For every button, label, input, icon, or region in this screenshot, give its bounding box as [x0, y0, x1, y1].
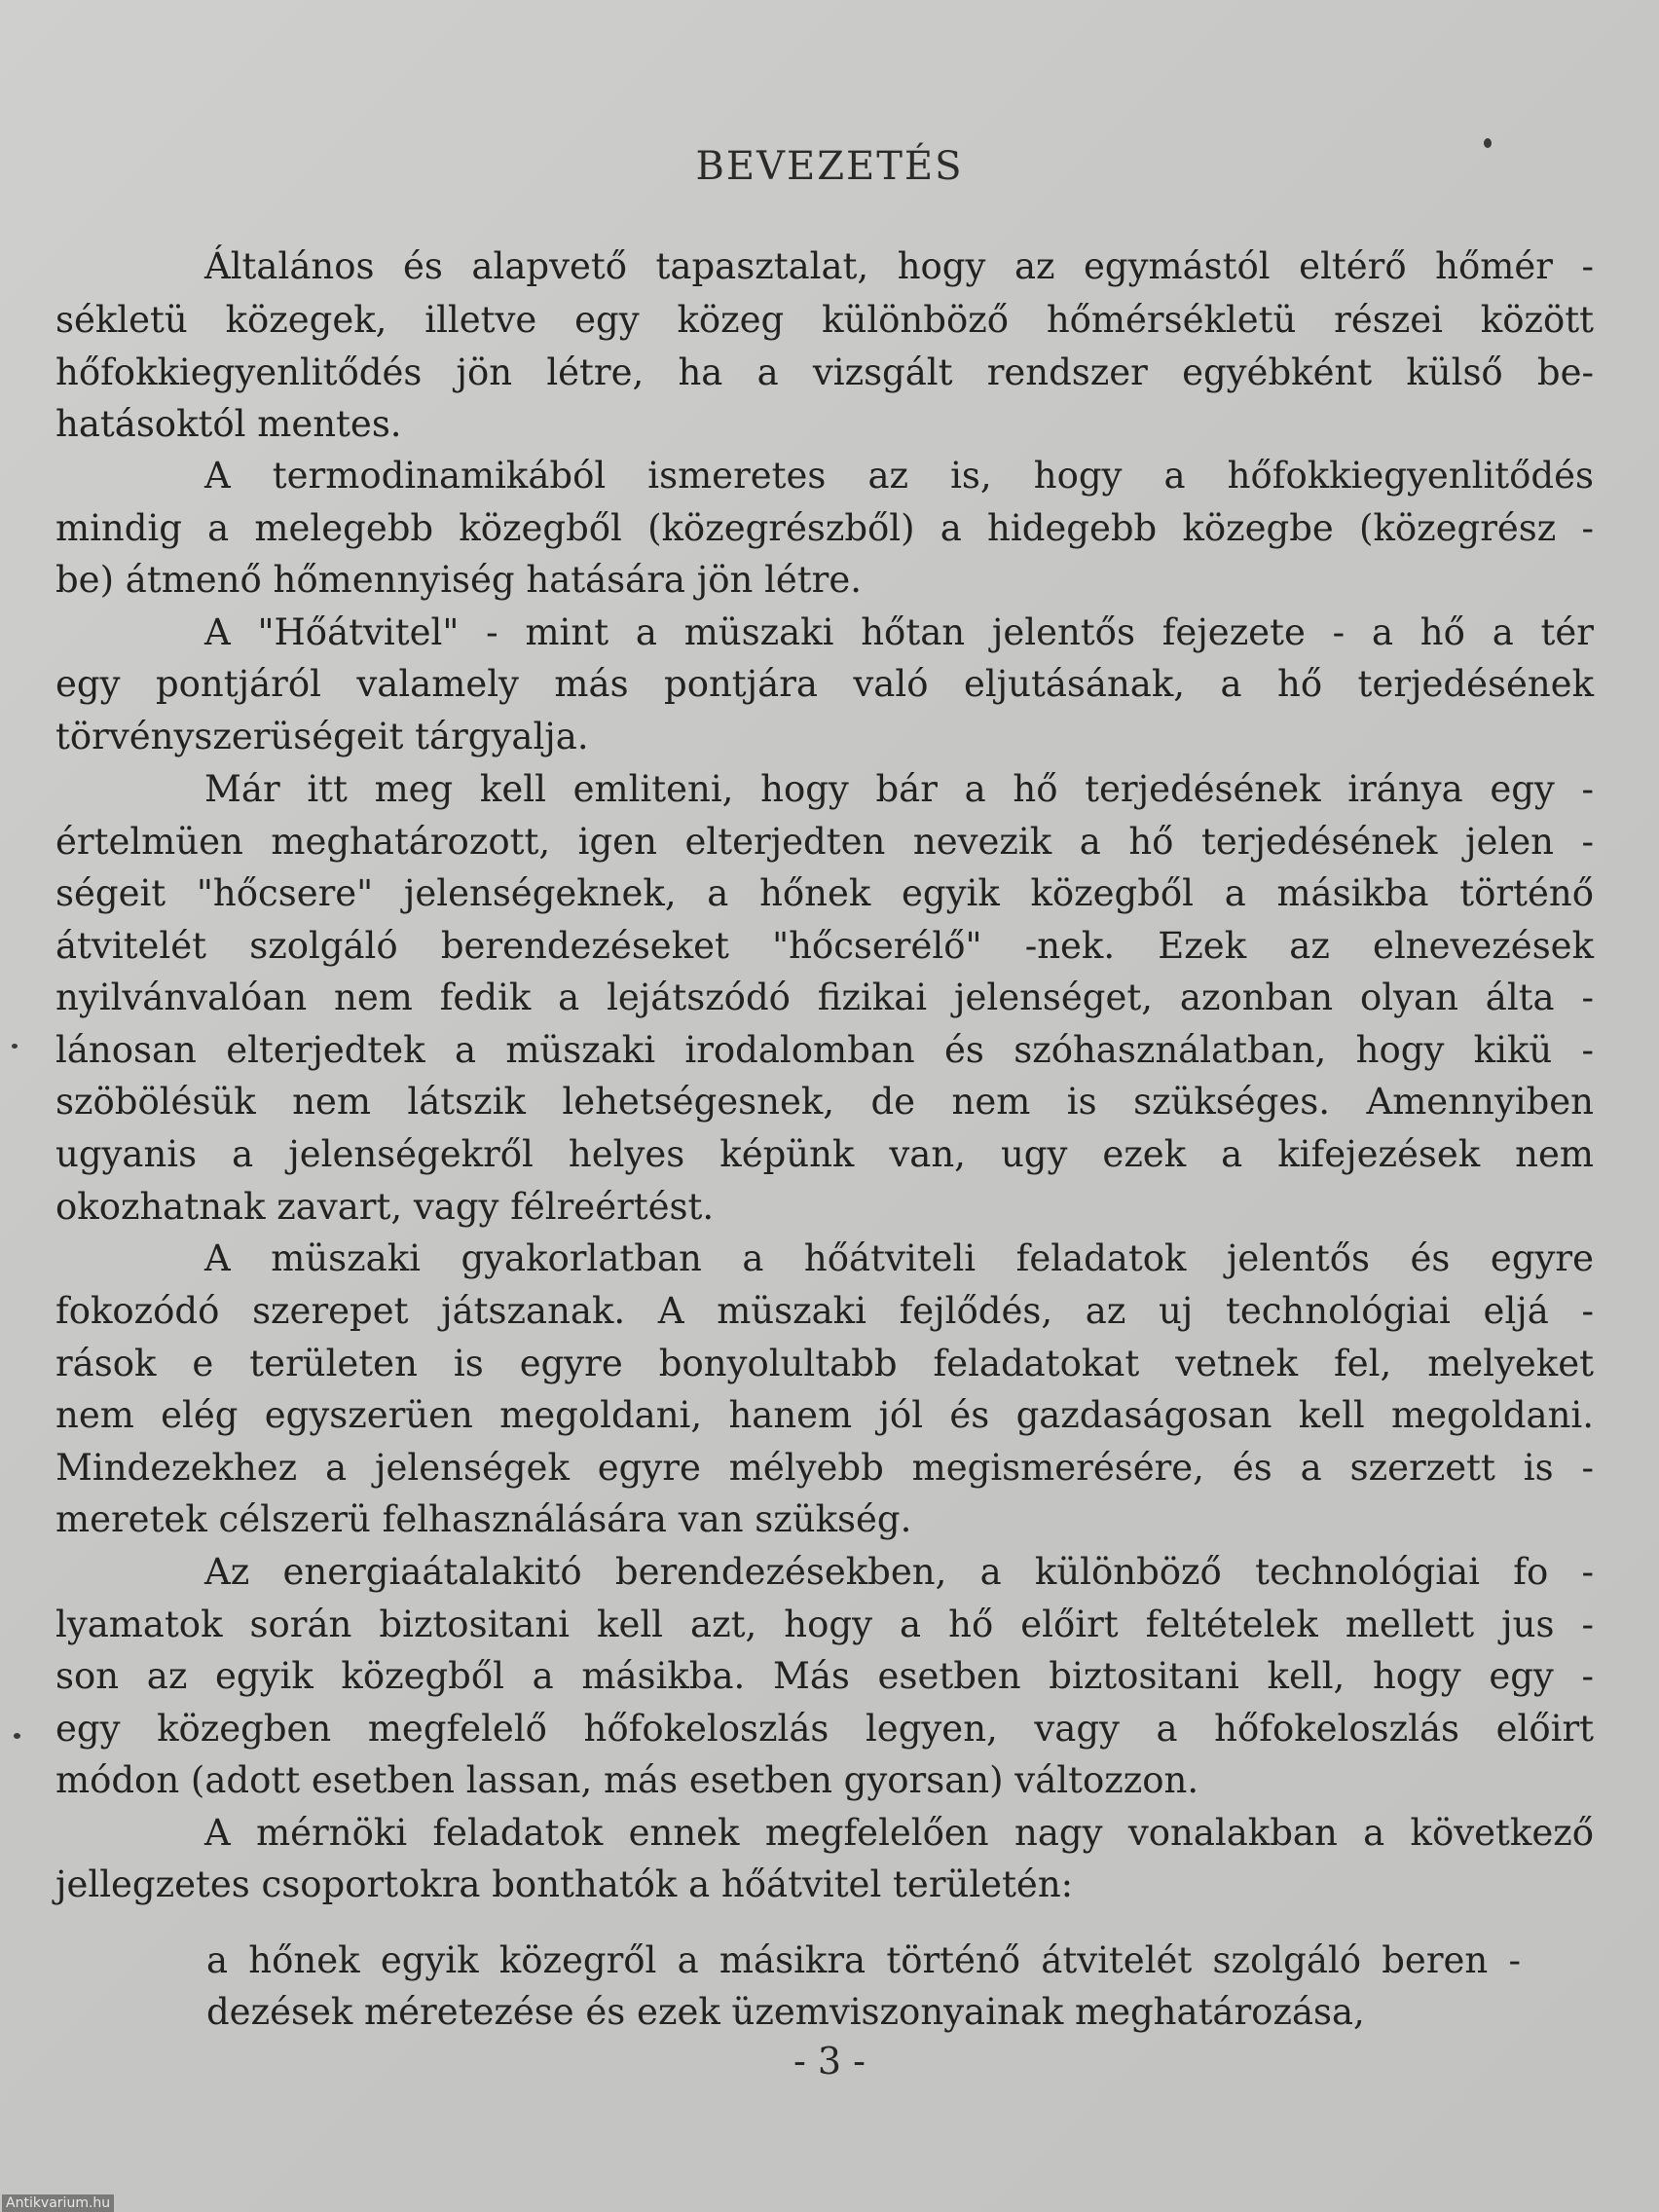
text-line: hatásoktól mentes. — [55, 403, 402, 445]
text-line: módon (adott esetben lassan, más esetben gyorsan) változzon. — [55, 1759, 1199, 1801]
dust-speck — [12, 1044, 18, 1049]
text-line: rások e területen is egyre bonyolultabb feladatokat vetnek fel, melyeket — [55, 1343, 1594, 1384]
text-line: lánosan elterjedtek a müszaki irodalomban és szóhasználatban, hogy kikü - — [55, 1029, 1594, 1071]
text-line: nyilvánvalóan nem fedik a lejátszódó fizikai jelenséget, azonban olyan álta - — [55, 977, 1594, 1018]
text-line: szöbölésük nem látszik lehetségesnek, de nem is szükséges. Amennyiben — [55, 1081, 1594, 1123]
text-line: nem elég egyszerüen megoldani, hanem jól és gazdaságosan kell megoldani. — [55, 1394, 1594, 1436]
text-line: okozhatnak zavart, vagy félreértést. — [55, 1186, 715, 1228]
text-line: hőfokkiegyenlitődés jön létre, ha a vizsgált rendszer egyébként külső be- — [55, 351, 1594, 393]
text-line: egy közegben megfelelő hőfokeloszlás legyen, vagy a hőfokeloszlás előirt — [55, 1708, 1594, 1750]
text-line: meretek célszerü felhasználására van szükség. — [55, 1498, 912, 1540]
text-line: Általános és alapvető tapasztalat, hogy az egymástól eltérő hőmér - — [204, 245, 1594, 287]
text-line: sékletü közegek, illetve egy közeg különböző hőmérsékletü részei között — [55, 299, 1594, 341]
text-line: átvitelét szolgáló berendezéseket "hőcserélő" -nek. Ezek az elnevezések — [55, 925, 1594, 967]
text-line: A termodinamikából ismeretes az is, hogy a hőfokkiegyenlitődés — [204, 455, 1594, 497]
text-line: ségeit "hőcsere" jelenségeknek, a hőnek egyik közegből a másikba történő — [55, 872, 1594, 914]
text-line: son az egyik közegből a másikba. Más esetben biztositani kell, hogy egy - — [55, 1655, 1594, 1697]
watermark-label: Antikvarium.hu — [2, 2194, 114, 2212]
list-item-line: dezések méretezése és ezek üzemviszonyainak meghatározása, — [206, 1991, 1365, 2033]
text-line: Mindezekhez a jelenségek egyre mélyebb megismerésére, és a szerzett is - — [55, 1447, 1594, 1489]
list-item-line: a hőnek egyik közegről a másikra történő átvitelét szolgáló beren - — [206, 1939, 1521, 1981]
text-line: A "Hőátvitel" - mint a müszaki hőtan jelentős fejezete - a hő a tér — [204, 611, 1594, 653]
text-line: A mérnöki feladatok ennek megfelelően nagy vonalakban a következő — [204, 1812, 1594, 1854]
text-line: Már itt meg kell emliteni, hogy bár a hő terjedésének iránya egy - — [204, 768, 1594, 810]
text-line: Az energiaátalakitó berendezésekben, a különböző technológiai fo - — [204, 1551, 1594, 1593]
page-number: - 3 - — [793, 2040, 866, 2083]
text-line: értelmüen meghatározott, igen elterjedten nevezik a hő terjedésének jelen - — [55, 821, 1594, 863]
text-line: be) átmenő hőmennyiség hatására jön létre. — [55, 559, 863, 601]
dust-speck — [1484, 138, 1492, 148]
text-line: törvényszerüségeit tárgyalja. — [55, 716, 589, 757]
text-line: fokozódó szerepet játszanak. A müszaki fejlődés, az uj technológiai eljá - — [55, 1290, 1594, 1332]
text-line: ugyanis a jelenségekről helyes képünk van, ugy ezek a kifejezések nem — [55, 1133, 1594, 1175]
page-title: BEVEZETÉS — [695, 144, 964, 189]
text-line: jellegzetes csoportokra bonthatók a hőátvitel területén: — [55, 1863, 1074, 1905]
text-line: lyamatok során biztositani kell azt, hogy a hő előirt feltételek mellett jus - — [55, 1604, 1594, 1645]
text-line: mindig a melegebb közegből (közegrészből) a hidegebb közegbe (közegrész - — [55, 507, 1594, 549]
text-line: A müszaki gyakorlatban a hőátviteli feladatok jelentős és egyre — [204, 1237, 1594, 1279]
dust-speck — [14, 1733, 20, 1739]
text-line: egy pontjáról valamely más pontjára való eljutásának, a hő terjedésének — [55, 663, 1594, 705]
